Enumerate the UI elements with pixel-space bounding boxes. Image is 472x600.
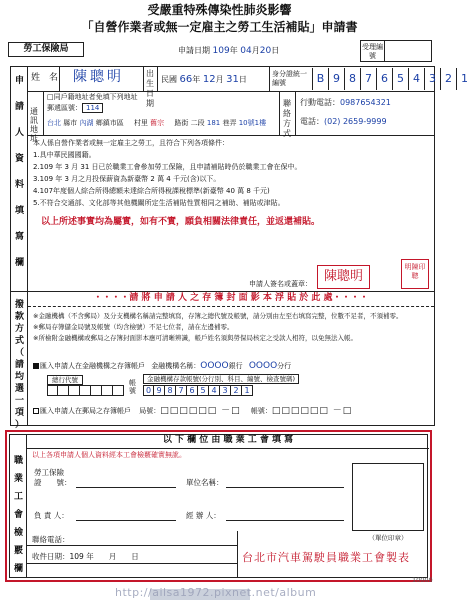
side-label-char: 人 <box>14 128 24 138</box>
birth-date[interactable] <box>161 74 247 87</box>
addr-road-unit: 路街 <box>174 119 189 127</box>
account-digit-cell: 5 <box>198 385 209 396</box>
id-char-cell: 5 <box>392 68 408 90</box>
cert-number-label: 證 號： <box>34 478 72 487</box>
col-divider <box>59 67 60 91</box>
cert-number-field[interactable] <box>76 487 176 488</box>
id-char-cell: 4 <box>408 68 424 90</box>
side-label-char: 請 <box>14 102 24 112</box>
id-char-cell: 3 <box>424 68 440 90</box>
conditions-intro: 本人係自營作業者或無一定雇主之勞工，且符合下列各項條件： <box>33 139 229 147</box>
account-digit-cell: 2 <box>231 385 242 396</box>
condition-item: 3.109 年 3 月之月投保薪資為新臺幣 2 萬 4 千元(含)以下。 <box>33 175 221 183</box>
addr-city: 台北 <box>47 119 61 127</box>
account-digit-cell: 4 <box>209 385 220 396</box>
mobile-label: 行動電話： <box>300 98 340 107</box>
postal-office-label: 局號： <box>139 407 161 415</box>
side-label-char: 寫 <box>14 232 24 242</box>
payment-note: ※所檢附金融機構或郵局之存簿封面影本應可清晰辨識，帳戶姓名須與勞保局核定之受款人相符，以免無法入帳。 <box>33 334 357 342</box>
postal-office-boxes[interactable]: □□□□□□ －□ <box>160 406 241 416</box>
id-number-cells[interactable] <box>312 68 472 90</box>
col-divider <box>43 91 44 135</box>
apply-date-month-unit: 月 <box>251 46 260 55</box>
row-divider <box>27 563 237 564</box>
id-char-cell: 8 <box>344 68 360 90</box>
postal-account-boxes[interactable]: □□□□□□ －□ <box>271 406 353 416</box>
receive-number-box <box>360 40 432 62</box>
apply-date-day-unit: 日 <box>271 46 280 55</box>
apply-date-month: 04 <box>240 46 252 56</box>
side-label-char: 檢 <box>13 528 23 538</box>
account-digit-cell: 0 <box>143 385 154 396</box>
apply-date-year-unit: 年 <box>229 46 238 55</box>
col-divider <box>279 91 280 135</box>
applicant-name[interactable]: 陳聰明 <box>73 69 124 85</box>
bureau-tag: 勞工保險局 <box>8 42 84 57</box>
postal-code[interactable] <box>47 104 103 113</box>
side-label-char: 會 <box>13 510 23 520</box>
union-section <box>5 430 432 582</box>
side-label-char: 欄 <box>13 564 23 574</box>
account-digit-cell: 1 <box>242 385 253 396</box>
passbook-paste-area: ・・・・請 將 申 請 人 之 存 簿 封 面 影 本 浮 貼 於 此 處・・・・ <box>28 293 434 307</box>
phone-value: (02) 2659-9999 <box>324 117 387 126</box>
section-divider <box>11 291 434 292</box>
union-title: 以 下 欄 位 由 職 業 工 會 填 寫 <box>27 435 429 449</box>
side-label-char: ） <box>14 420 24 430</box>
addr-section: 二段 <box>190 119 205 127</box>
side-label-char: 撥 <box>14 300 24 310</box>
person-in-charge-field[interactable] <box>76 520 176 521</box>
condition-item: 4.107年度個人綜合所得總額未達綜合所得稅課稅標準(新臺幣 40 萬 8 千元) <box>33 187 270 195</box>
handler-label: 經 辦 人： <box>186 511 221 520</box>
side-label-char: 覈 <box>13 546 23 556</box>
personal-seal: 明陳印聰 <box>401 259 429 289</box>
side-label-char: 均 <box>14 372 24 382</box>
union-maker-note: 台北市汽車駕駛員職業工會製表 <box>242 551 410 564</box>
applicant-section <box>10 66 468 430</box>
mobile[interactable] <box>300 98 391 108</box>
side-label-char: 方 <box>14 324 24 334</box>
payment-notes <box>33 311 431 344</box>
col-divider <box>269 67 270 91</box>
postal-code-value: 114 <box>82 103 103 113</box>
addr-lane: 181 <box>206 119 221 127</box>
postal-label: 郵遞區號： <box>47 104 82 112</box>
birth-day: 31 <box>226 74 239 85</box>
side-label-char: 款 <box>14 312 24 322</box>
form-title-line2: 「自營作業者或無一定雇主之勞工生活補貼」申請書 <box>81 20 358 34</box>
corner-number: 10000 <box>412 576 433 584</box>
bank-name: OOOO <box>200 361 229 371</box>
receipt-date[interactable]: 收件日期：109 年 月 日 <box>32 552 139 561</box>
receive-number-field[interactable] <box>385 41 431 61</box>
postal-option[interactable] <box>33 406 352 417</box>
phone[interactable] <box>300 117 387 127</box>
postal-option-label: 匯入申請人在郵局之存簿帳戶 <box>40 407 131 415</box>
condition-item: 5.不符合交通部、文化部等其他機關所定生活補貼性質相同之補助、補貼或津貼。 <box>33 199 285 207</box>
bank-unit: 銀行 <box>228 362 243 370</box>
birth-day-unit: 日 <box>238 75 247 84</box>
side-label-char: 工 <box>13 492 23 502</box>
mobile-value: 0987654321 <box>340 98 391 107</box>
name-label: 姓 名 <box>31 73 59 83</box>
addr-district-unit: 鄉鎮市區 <box>95 119 124 127</box>
side-label-char: 一 <box>14 396 24 406</box>
conditions-block <box>33 137 431 209</box>
condition-item: 2.109 年 3 月 31 日已於職業工會參加勞工保險，且申請補貼時仍於職業工會在保中。 <box>33 163 302 171</box>
side-label-char: 料 <box>14 180 24 190</box>
side-label-char: 請 <box>14 360 24 370</box>
union-contact-label: 聯絡電話： <box>32 535 70 544</box>
row-divider <box>28 135 434 136</box>
col-divider <box>143 67 144 91</box>
birth-month: 12 <box>202 74 216 85</box>
unit-name-field[interactable] <box>226 487 344 488</box>
birth-year-unit: 年 <box>192 75 201 84</box>
insured-label: 勞工保險 <box>34 468 64 477</box>
union-subtitle: 以上各項申請人個人資料經本工會檢覈確實無訛。 <box>32 451 186 459</box>
signature-label: 申請人簽名或蓋章： <box>249 280 312 288</box>
address-label: 通訊地址 <box>30 107 38 143</box>
side-label-char: 職 <box>13 456 23 466</box>
account-digit-cell: 3 <box>220 385 231 396</box>
side-label-char: 選 <box>14 384 24 394</box>
truth-warning: 以上所述事實均為屬實，如有不實，願負相關法律責任，並返還補貼。 <box>41 217 321 227</box>
condition-item: 1.具中華民國國籍。 <box>33 151 96 159</box>
union-inner-box <box>9 434 428 578</box>
payment-note: ※郵局存簿儲金局號及帳號（均含檢號）不足七位者，請在左邊補零。 <box>33 323 234 331</box>
account-digit-cell: 9 <box>154 385 165 396</box>
account-sub-label: 金融機構存款帳號(分行別、科目、編號、檢查號碼) <box>143 374 299 384</box>
account-digit-cell: 7 <box>176 385 187 396</box>
birth-year: 66 <box>179 74 193 85</box>
bank-option-label: 匯入申請人在金融機構之存簿帳戶 <box>40 362 145 370</box>
col-divider <box>295 91 296 135</box>
id-char-cell: 1 <box>456 68 472 90</box>
addr-lane-unit: 巷弄 <box>222 119 237 127</box>
id-char-cell: B <box>312 68 328 90</box>
bank-checkbox[interactable] <box>33 363 39 369</box>
branch-name: OOOO <box>248 361 278 371</box>
addr-city-unit: 縣市 <box>63 119 78 127</box>
payment-note: ※金融機構（不含郵局）及分支機構名稱請完整填寫，存簿之總代號及帳號，請分別由左至右填寫完整，位數不足者，不須補零。 <box>33 312 403 320</box>
branch-unit: 分行 <box>277 362 292 370</box>
id-char-cell: 9 <box>328 68 344 90</box>
account-label: 帳號 <box>129 379 136 395</box>
bank-name-label: 金融機構名稱： <box>151 362 201 370</box>
col-divider <box>157 67 158 91</box>
union-seal-box[interactable] <box>352 463 424 531</box>
phone-label: 電話： <box>300 117 324 126</box>
col-divider <box>237 531 238 577</box>
side-label-char: 式 <box>14 336 24 346</box>
form-title-line1: 受嚴重特殊傳染性肺炎影響 <box>147 3 292 17</box>
id-label: 身分證統一編號 <box>272 70 307 87</box>
contact-label: 聯絡方式 <box>283 99 291 138</box>
id-char-cell: 6 <box>376 68 392 90</box>
person-in-charge-label: 負 責 人： <box>34 511 69 520</box>
addr-district: 內湖 <box>79 119 94 127</box>
addr-village-unit: 村里 <box>133 119 148 127</box>
apply-date-year: 109 <box>212 46 230 56</box>
side-label-char: 申 <box>14 76 24 86</box>
account-digit-cell: 6 <box>187 385 198 396</box>
bank-code-label: 總行代號 <box>47 375 83 385</box>
apply-date <box>178 46 279 57</box>
postal-checkbox[interactable] <box>33 408 39 414</box>
bank-code-boxes[interactable] <box>47 385 124 396</box>
postal-account-label: 帳號： <box>250 407 272 415</box>
id-char-cell: 7 <box>360 68 376 90</box>
address-line[interactable] <box>47 119 279 128</box>
bank-option[interactable] <box>33 361 291 372</box>
addr-number: 10號1樓 <box>238 119 267 127</box>
birth-prefix: 民國 <box>161 75 177 84</box>
conditions-list <box>33 149 431 209</box>
union-seal-caption: （單位印章） <box>368 534 408 542</box>
account-digit-cell: 8 <box>165 385 176 396</box>
birth-month-unit: 月 <box>215 75 224 84</box>
signature[interactable]: 陳聰明 <box>317 265 370 289</box>
unit-name-label: 單位名稱： <box>186 478 224 487</box>
side-label-char: 業 <box>13 474 23 484</box>
apply-date-day: 20 <box>259 46 272 56</box>
row-divider <box>27 545 237 546</box>
watermark-url: http://ailsa1972.pixnet.net/album <box>115 586 317 599</box>
side-label-char: （ <box>14 348 24 358</box>
birth-label: 出生日期 <box>146 69 154 108</box>
side-label-char: 欄 <box>14 258 24 268</box>
account-number-boxes[interactable] <box>143 385 253 396</box>
receive-number-label: 受理編號 <box>362 43 383 60</box>
apply-date-label: 申請日期 <box>178 46 210 55</box>
id-char-cell: 2 <box>440 68 456 90</box>
addr-village: 舊宗 <box>150 119 165 127</box>
side-label-char: 填 <box>14 206 24 216</box>
same-household-note[interactable]: □同戶籍地址者免填下列地址 <box>47 93 138 101</box>
side-label-char: 資 <box>14 154 24 164</box>
handler-field[interactable] <box>226 520 344 521</box>
row-divider <box>28 91 434 92</box>
side-label-char: 項 <box>14 408 24 418</box>
